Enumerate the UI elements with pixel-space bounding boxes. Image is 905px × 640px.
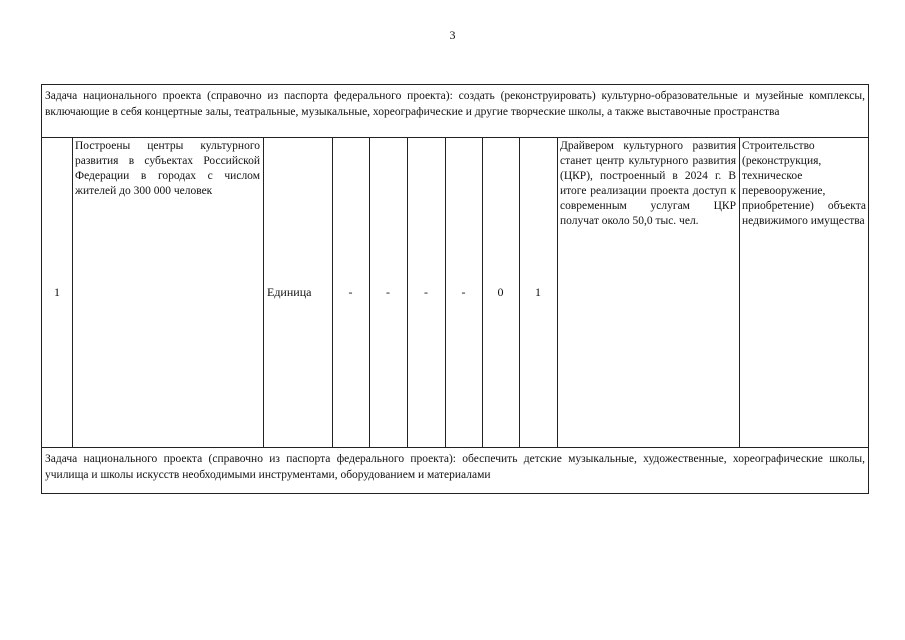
value-1: - (348, 284, 353, 299)
value-5: 0 (497, 284, 504, 299)
description-cell: Драйвером культурного развития станет центр культурного развития (ЦКР), построенный в 2024 г. В итоге реализации проекта доступ к современным услугам ЦКР получат около 50,0 тыс. чел. (560, 140, 736, 227)
value-cell-4 (445, 137, 482, 447)
value-cell-6 (519, 137, 557, 447)
value-4: - (461, 284, 466, 299)
results-table (41, 84, 869, 494)
value-cell-3 (407, 137, 445, 447)
value-cell-1 (332, 137, 369, 447)
task-header-1: Задача национального проекта (справочно из паспорта федерального проекта): создать (реконструировать) культурно-образовательные и музейные комплексы, включающие в себя концертные залы, театральные, музыкальные, хореографические и другие творческие школы, а также выставочные пространства (45, 90, 865, 118)
row-number: 1 (54, 284, 60, 299)
value-cell-5 (482, 137, 519, 447)
value-3: - (424, 284, 428, 299)
unit-cell (263, 137, 332, 447)
row-divider-bottom (42, 447, 868, 448)
col-divider (72, 137, 73, 447)
page-number: 3 (449, 28, 456, 42)
value-2: - (386, 284, 390, 299)
col-divider (739, 137, 740, 447)
result-cell: Построены центры культурного развития в субъектах Российской Федерации в городах с числом жителей до 300 000 человек (75, 140, 260, 197)
type-cell: Строительство (реконструкция, техническое перевооружение, приобретение) объекта недвижимого имущества (742, 140, 866, 227)
col-divider (557, 137, 558, 447)
task-header-2: Задача национального проекта (справочно из паспорта федерального проекта): обеспечить детские музыкальные, художественные, хореографические школы, училища и школы искусств необходимыми инструментами, оборудованием и материалами (45, 453, 865, 481)
row-number-cell (42, 137, 72, 447)
value-cell-2 (369, 137, 407, 447)
value-6: 1 (535, 284, 541, 299)
unit-value: Единица (267, 284, 312, 299)
